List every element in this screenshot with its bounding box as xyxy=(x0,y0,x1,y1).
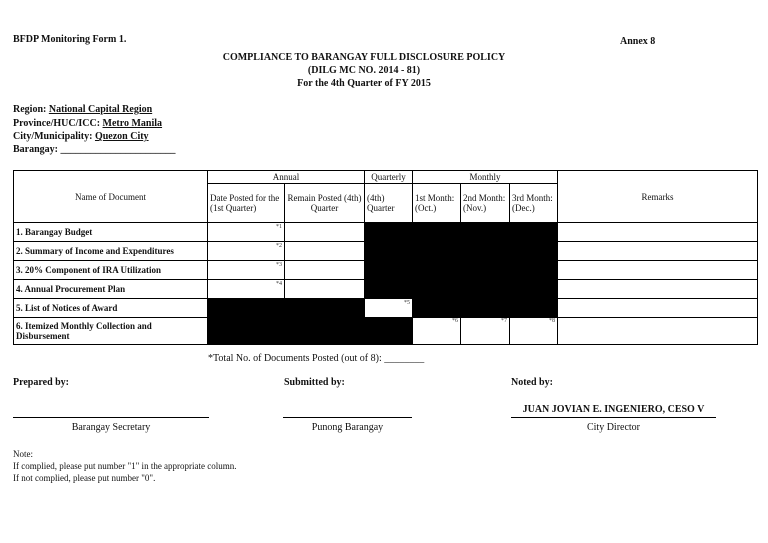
blacked-out-cell xyxy=(208,318,285,345)
province-label: Province/HUC/ICC: xyxy=(13,118,101,129)
row-label: 4. Annual Procurement Plan xyxy=(14,280,208,299)
col-month-3: 3rd Month: (Dec.) xyxy=(510,184,558,223)
row-label: 1. Barangay Budget xyxy=(14,223,208,242)
row-label: 3. 20% Component of IRA Utilization xyxy=(14,261,208,280)
blacked-out-cell xyxy=(461,280,510,299)
memo-circular: (DILG MC NO. 2014 - 81) xyxy=(307,65,421,76)
submitted-by-label: Submitted by: xyxy=(284,377,345,388)
quarterly-cell[interactable] xyxy=(365,299,413,318)
blacked-out-cell xyxy=(413,242,461,261)
remarks-cell[interactable] xyxy=(558,261,758,280)
director-role: City Director xyxy=(586,422,641,433)
blacked-out-cell xyxy=(510,261,558,280)
province-row xyxy=(13,118,162,129)
footnote-mark: *1 xyxy=(276,224,282,230)
date-posted-cell[interactable] xyxy=(208,261,285,280)
footnote-mark: *5 xyxy=(404,300,410,306)
blacked-out-cell xyxy=(365,223,413,242)
blacked-out-cell xyxy=(365,280,413,299)
region-label: Region: xyxy=(13,104,47,115)
form-label: BFDP Monitoring Form 1. xyxy=(13,34,127,45)
blacked-out-cell xyxy=(365,242,413,261)
page-title: COMPLIANCE TO BARANGAY FULL DISCLOSURE POLICY xyxy=(222,52,506,63)
col-quarterly-4th: (4th) Quarter xyxy=(365,184,413,223)
signature-line-punong xyxy=(283,417,412,418)
city-label: City/Municipality: xyxy=(13,131,93,142)
col-name-of-document: Name of Document xyxy=(14,171,208,223)
annex-label: Annex 8 xyxy=(620,36,656,47)
prepared-by-label: Prepared by: xyxy=(13,377,70,388)
group-annual: Annual xyxy=(208,171,365,184)
month-2-cell[interactable] xyxy=(461,318,510,345)
total-documents-line: *Total No. of Documents Posted (out of 8): ________ xyxy=(208,353,425,364)
blacked-out-cell xyxy=(365,318,413,345)
note-complied: If complied, please put number "1" in the appropriate column. xyxy=(13,461,237,471)
remarks-cell[interactable] xyxy=(558,318,758,345)
blacked-out-cell xyxy=(461,223,510,242)
blacked-out-cell xyxy=(413,280,461,299)
blacked-out-cell xyxy=(461,242,510,261)
blacked-out-cell xyxy=(461,261,510,280)
blacked-out-cell xyxy=(365,261,413,280)
blacked-out-cell xyxy=(510,280,558,299)
row-label: 5. List of Notices of Award xyxy=(14,299,208,318)
col-date-posted: Date Posted for the (1st Quarter) xyxy=(208,184,285,223)
signature-line-secretary xyxy=(13,417,209,418)
blacked-out-cell xyxy=(510,242,558,261)
secretary-role: Barangay Secretary xyxy=(71,422,151,433)
footnote-mark: *7 xyxy=(501,318,507,324)
barangay-value: _______________________ xyxy=(60,144,176,155)
table-row xyxy=(14,242,758,261)
note-label: Note: xyxy=(13,449,33,459)
table-row xyxy=(14,261,758,280)
province-value: Metro Manila xyxy=(102,118,163,129)
row-label: 6. Itemized Monthly Collection and Disbursement xyxy=(14,318,208,345)
barangay-row xyxy=(13,144,176,155)
director-name: JUAN JOVIAN E. INGENIERO, CESO V xyxy=(522,404,705,415)
remarks-cell[interactable] xyxy=(558,223,758,242)
reporting-period: For the 4th Quarter of FY 2015 xyxy=(297,78,431,89)
col-month-1: 1st Month: (Oct.) xyxy=(413,184,461,223)
remain-posted-cell[interactable] xyxy=(285,223,365,242)
blacked-out-cell xyxy=(413,261,461,280)
remain-posted-cell[interactable] xyxy=(285,261,365,280)
remarks-cell[interactable] xyxy=(558,299,758,318)
blacked-out-cell xyxy=(413,299,461,318)
col-remarks: Remarks xyxy=(558,171,758,223)
blacked-out-cell xyxy=(285,318,365,345)
blacked-out-cell xyxy=(413,223,461,242)
city-value: Quezon City xyxy=(94,131,149,142)
month-1-cell[interactable] xyxy=(413,318,461,345)
remain-posted-cell[interactable] xyxy=(285,280,365,299)
row-label: 2. Summary of Income and Expenditures xyxy=(14,242,208,261)
blacked-out-cell xyxy=(285,299,365,318)
city-row xyxy=(13,131,149,142)
remarks-cell[interactable] xyxy=(558,242,758,261)
col-remain-posted: Remain Posted (4th) Quarter xyxy=(285,184,365,223)
noted-by-label: Noted by: xyxy=(511,377,553,388)
remarks-cell[interactable] xyxy=(558,280,758,299)
footnote-mark: *8 xyxy=(549,318,555,324)
table-row xyxy=(14,280,758,299)
date-posted-cell[interactable] xyxy=(208,223,285,242)
footnote-mark: *3 xyxy=(276,262,282,268)
date-posted-cell[interactable] xyxy=(208,280,285,299)
table-row xyxy=(14,318,758,345)
footnote-mark: *6 xyxy=(452,318,458,324)
footnote-mark: *2 xyxy=(276,243,282,249)
col-month-2: 2nd Month: (Nov.) xyxy=(461,184,510,223)
blacked-out-cell xyxy=(510,223,558,242)
compliance-table xyxy=(13,170,758,345)
region-value: National Capital Region xyxy=(48,104,153,115)
month-3-cell[interactable] xyxy=(510,318,558,345)
barangay-label: Barangay: xyxy=(13,144,58,155)
date-posted-cell[interactable] xyxy=(208,242,285,261)
remain-posted-cell[interactable] xyxy=(285,242,365,261)
table-row xyxy=(14,299,758,318)
group-quarterly: Quarterly xyxy=(365,171,413,184)
note-not-complied: If not complied, please put number "0". xyxy=(13,473,156,483)
region-row xyxy=(13,104,152,115)
blacked-out-cell xyxy=(510,299,558,318)
table-row xyxy=(14,223,758,242)
signature-line-director xyxy=(511,417,716,418)
footnote-mark: *4 xyxy=(276,281,282,287)
blacked-out-cell xyxy=(208,299,285,318)
group-monthly: Monthly xyxy=(413,171,558,184)
blacked-out-cell xyxy=(461,299,510,318)
punong-role: Punong Barangay xyxy=(311,422,384,433)
